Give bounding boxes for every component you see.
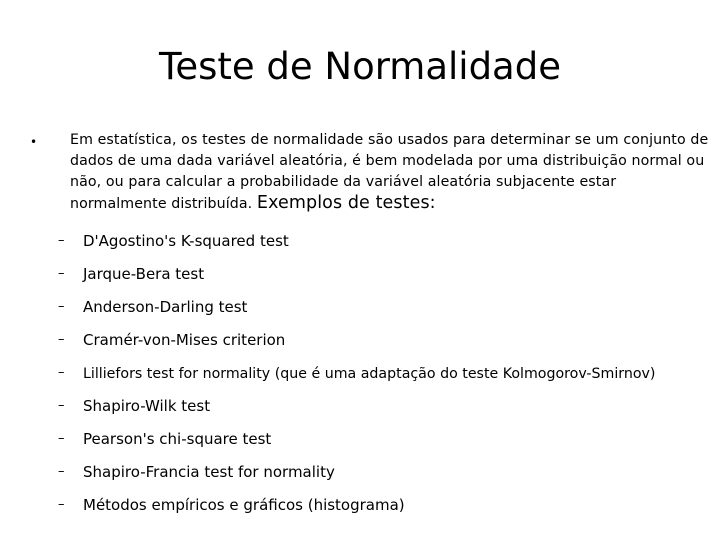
example-label: Pearson's chi-square test	[83, 430, 272, 448]
list-item	[58, 461, 708, 494]
list-item	[58, 296, 708, 329]
dash-marker: –	[58, 233, 65, 248]
examples-lead-in: Exemplos de testes:	[256, 193, 436, 213]
example-label: Anderson-Darling test	[83, 298, 248, 316]
list-item	[58, 230, 708, 263]
example-label: Cramér-von-Mises criterion	[83, 331, 286, 349]
examples-list	[58, 230, 708, 527]
bullet-item	[30, 130, 710, 215]
example-label: Shapiro-Wilk test	[83, 397, 211, 415]
list-item	[58, 362, 708, 395]
dash-marker: –	[58, 497, 65, 512]
bullet-marker: •	[30, 135, 38, 149]
slide-title: Teste de Normalidade	[159, 45, 561, 88]
dash-marker: –	[58, 398, 65, 413]
list-item	[58, 395, 708, 428]
list-item	[58, 263, 708, 296]
dash-marker: –	[58, 464, 65, 479]
example-label: Jarque-Bera test	[83, 265, 205, 283]
bullet-text: Em estatística, os testes de normalidade são usados para determinar se um conjunto de dados de uma dada variável aleatória, é bem modelada por uma distribuição normal ou não, ou para calcular a probabilidade da variável aleatória subjacente estar normalmente distribuída.	[70, 132, 709, 212]
dash-marker: –	[58, 365, 65, 380]
list-item	[58, 329, 708, 362]
list-item	[58, 494, 708, 527]
example-label: Lilliefors test for normality (que é uma adaptação do teste Kolmogorov-Smirnov)	[83, 366, 656, 382]
dash-marker: –	[58, 332, 65, 347]
dash-marker: –	[58, 299, 65, 314]
dash-marker: –	[58, 266, 65, 281]
example-label: Métodos empíricos e gráficos (histograma)	[83, 496, 405, 514]
example-label: Shapiro-Francia test for normality	[83, 463, 335, 481]
dash-marker: –	[58, 431, 65, 446]
example-label: D'Agostino's K-squared test	[83, 232, 289, 250]
slide-body	[30, 130, 710, 215]
bullet-paragraph	[70, 130, 710, 215]
list-item	[58, 428, 708, 461]
